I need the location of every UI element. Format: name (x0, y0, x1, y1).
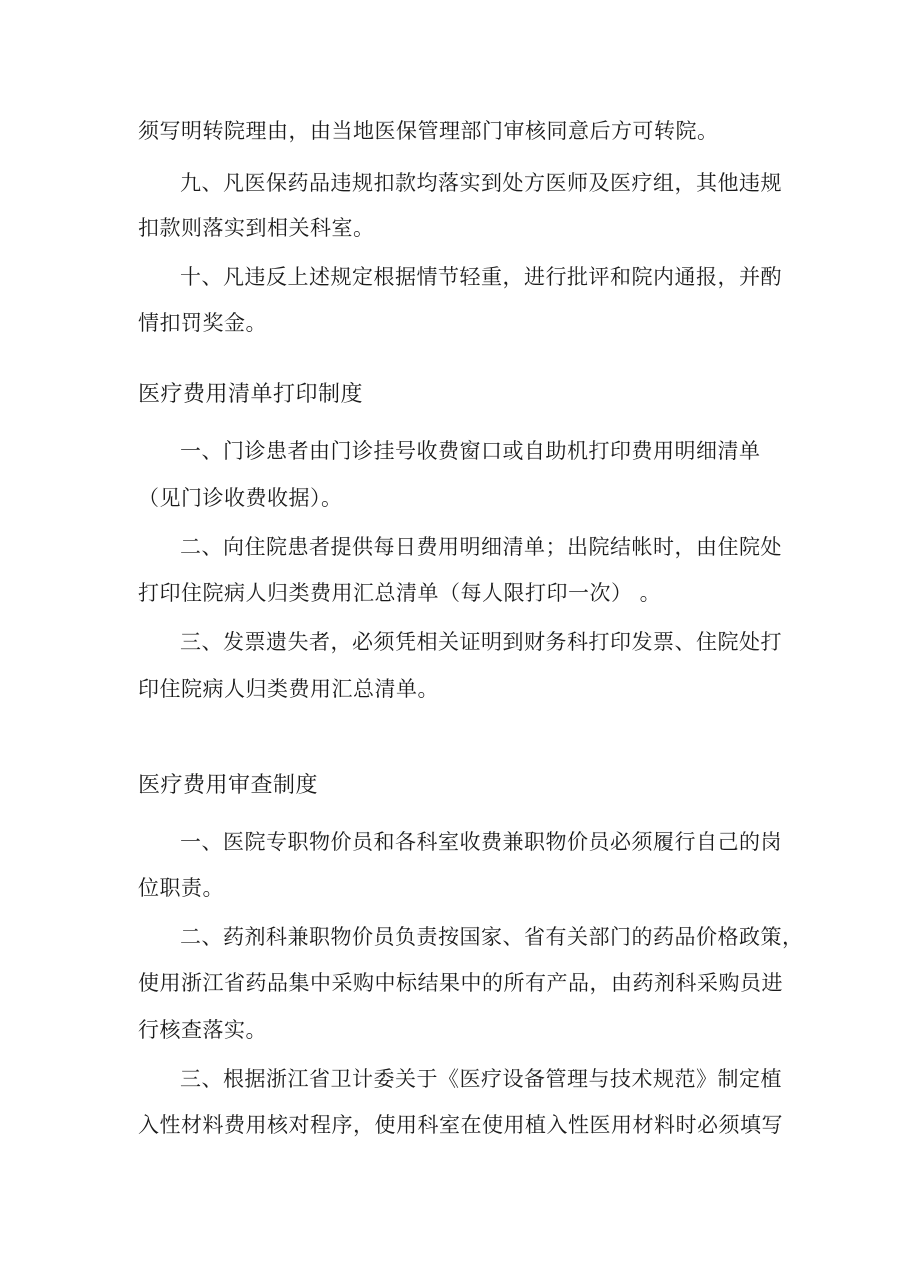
paragraph-line: 打印住院病人归类费用汇总清单（每人限打印一次） 。 (138, 581, 662, 605)
section-title: 医疗费用清单打印制度 (138, 382, 364, 407)
paragraph-line: 二、药剂科兼职物价员负责按国家、省有关部门的药品价格政策， (180, 925, 804, 949)
paragraph-line: 使用浙江省药品集中采购中标结果中的所有产品，由药剂科采购员进 (138, 971, 783, 995)
paragraph-line: 扣款则落实到相关科室。 (138, 216, 375, 240)
paragraph-line: 印住院病人归类费用汇总清单。 (138, 677, 439, 701)
paragraph-line: 二、向住院患者提供每日费用明细清单；出院结帐时，由住院处 (180, 535, 782, 559)
paragraph-line: 九、凡医保药品违规扣款均落实到处方医师及医疗组，其他违规 (180, 171, 782, 195)
section-title: 医疗费用审查制度 (138, 773, 319, 798)
paragraph-line: 三、发票遗失者，必须凭相关证明到财务科打印发票、住院处打 (180, 630, 782, 654)
paragraph-line: （见门诊收费收据）。 (138, 486, 343, 510)
paragraph-line: 行核查落实。 (138, 1018, 267, 1042)
paragraph-line: 三、根据浙江省卫计委关于《医疗设备管理与技术规范》制定植 (180, 1067, 782, 1091)
paragraph-line: 十、凡违反上述规定根据情节轻重，进行批评和院内通报，并酌 (180, 265, 782, 289)
paragraph-line: 位职责。 (138, 876, 224, 900)
paragraph-line: 入性材料费用核对程序，使用科室在使用植入性医用材料时必须填写 (138, 1113, 783, 1137)
paragraph-line: 一、门诊患者由门诊挂号收费窗口或自助机打印费用明细清单 (180, 439, 761, 463)
paragraph-line: 情扣罚奖金。 (138, 311, 267, 335)
paragraph-line: 一、医院专职物价员和各科室收费兼职物价员必须履行自己的岗 (180, 830, 782, 854)
paragraph-line: 须写明转院理由，由当地医保管理部门审核同意后方可转院。 (138, 119, 719, 143)
